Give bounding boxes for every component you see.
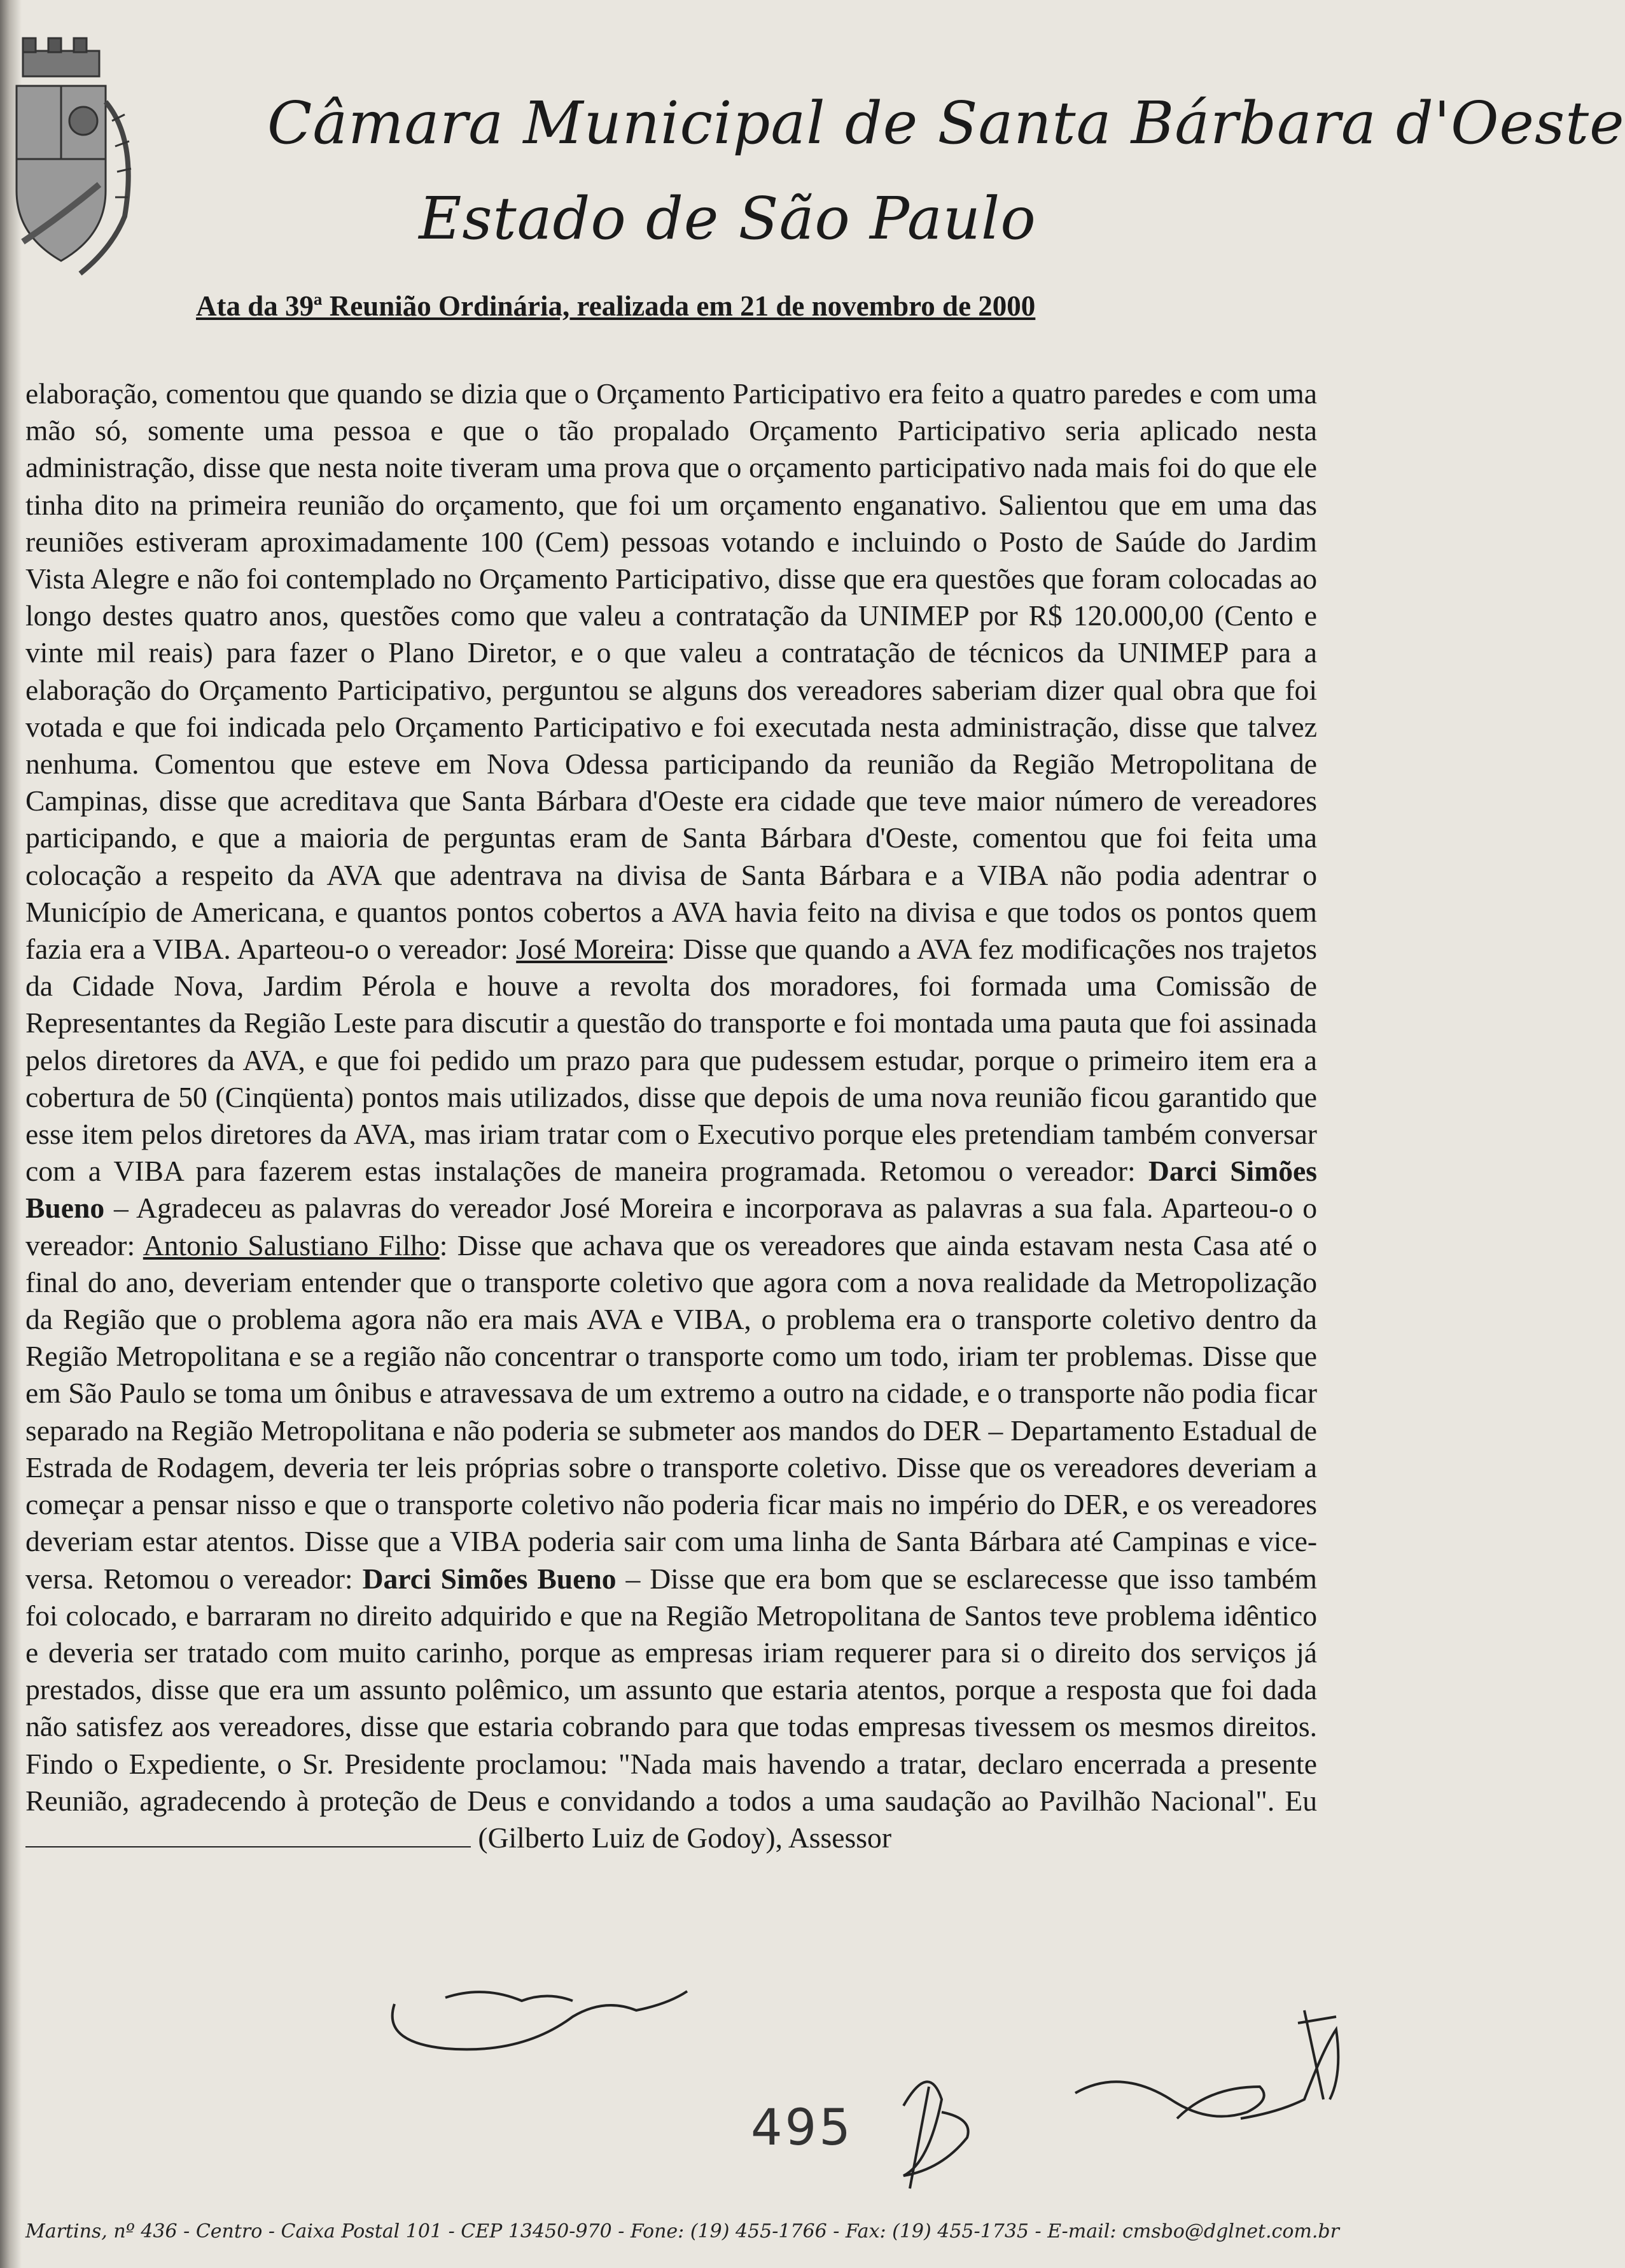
initials-signature [903,2082,968,2176]
president-signature [1075,2082,1264,2118]
speaker-name: Darci Simões Bueno [362,1562,617,1595]
speaker-name: Darci Simões Bueno [25,1155,1317,1225]
page-number: 495 [751,2099,853,2157]
speaker-name: José Moreira [516,933,667,966]
speaker-name: Antonio Salustiano Filho [143,1228,440,1262]
letterhead-state: Estado de São Paulo [419,184,1036,253]
letterhead-institution: Câmara Municipal de Santa Bárbara d'Oeste [267,89,1625,157]
body-text-segment: : Disse que achava que os vereadores que ainda estavam nesta Casa até o final do ano, deveriam entender que o transporte coletivo que agora com a nova realidade da Metropolização da Região que o problema agora não era mais AVA e VIBA, o problema era o transporte coletivo dentro da Região Metropolitana e se a região não concentrar o transporte como um todo, iriam ter problemas. Disse que em São Paulo se toma um ônibus e atravessava de um extremo a outro na cidade, e o transporte não podia ficar separado na Região Metropolitana e não poderia se submeter aos mandos do DER – Departamento Estadual de Estrada de Rodagem, deveria ter leis próprias sobre o transporte coletivo. Disse que os vereadores deveriam a começar a pensar nisso e que o transporte coletivo não poderia ficar mais no império do DER, e os vereadores deveriam estar atentos. Disse que a VIBA poderia sair com uma linha de Santa Bárbara até Campinas e vice-versa. Retomou o vereador: [25,1228,1317,1595]
body-text-segment: – Disse que era bom que se esclarecesse que isso também foi colocado, e barraram no direito adquirido e que na Região Metropolitana de Santos teve problema idêntico e deveria ser tratado com muito carinho, porque as empresas iriam requerer para si o direito dos serviços já prestados, disse que era um assunto polêmico, um assunto que estaria atentos, porque a resposta que foi dada não satisfez aos vereadores, disse que estaria cobrando para que todas empresas tivessem os mesmos direitos. Findo o Expediente, o Sr. Presidente proclamou: "Nada mais havendo a tratar, declaro encerrada a presente Reunião, agradecendo à proteção de Deus e convidando a todos a uma saudação ao Pavilhão Nacional". Eu [25,1562,1317,1817]
document-title: Ata da 39ª Reunião Ordinária, realizada em 21 de novembro de 2000 [196,290,1036,322]
body-text-segment: (Gilberto Luiz de Godoy), Assessor [471,1821,891,1854]
footer-address: Martins, nº 436 - Centro - Caixa Postal 101 - CEP 13450-970 - Fone: (19) 455-1766 - Fax: (19) 455-1735 - E-mail: cmsbo@dglnet.com.br [25,2220,1339,2243]
assessor-signature [393,1991,687,2049]
body-text-segment: elaboração, comentou que quando se dizia que o Orçamento Participativo era feito a quatro paredes e com uma mão só, somente uma pessoa e que o tão propalado Orçamento Participativo seria aplicado nesta administração, disse que nesta noite tiveram uma prova que o orçamento participativo nada mais foi do que ele tinha dito na primeira reunião do orçamento, que foi um orçamento enganativo. Salientou que em uma das reuniões estiveram aproximadamente 100 (Cem) pessoas votando e incluindo o Posto de Saúde do Jardim Vista Alegre e não foi contemplado no Orçamento Participativo, disse que era questões que foram colocadas ao longo destes quatro anos, questões como que valeu a contratação da UNIMEP por R$ 120.000,00 (Cento e vinte mil reais) para fazer o Plano Diretor, e o que valeu a contratação de técnicos da UNIMEP para a elaboração do Orçamento Participativo, perguntou se alguns dos vereadores saberiam dizer qual obra que foi votada e que foi indicada pelo Orçamento Participativo e foi executada nesta administração, disse que talvez nenhuma. Comentou que esteve em Nova Odessa participando da reunião da Região Metropolitana de Campinas, disse que acreditava que Santa Bárbara d'Oeste era cidade que teve maior número de vereadores participando, e que a maioria de perguntas eram de Santa Bárbara d'Oeste, comentou que foi feita uma colocação a respeito da AVA que adentrava na divisa de Santa Bárbara e a VIBA não podia adentrar o Município de Americana, e quantos pontos cobertos a AVA havia feito na divisa e que todos os pontos quem fazia era a VIBA. Aparteou-o o vereador: [25,377,1317,966]
body-text-segment: : Disse que quando a AVA fez modificações nos trajetos da Cidade Nova, Jardim Pérola e houve a revolta dos moradores, foi formada uma Comissão de Representantes da Região Leste para discutir a questão do transporte e foi montada uma pauta que foi assinada pelos diretores da AVA, e que foi pedido um prazo para que pudessem estudar, porque o primeiro item era a cobertura de 50 (Cinqüenta) pontos mais utilizados, disse que depois de uma nova reunião ficou garantido que esse item pelos diretores da AVA, mas iriam tratar com o Executivo porque eles pretendiam também conversar com a VIBA para fazerem estas instalações de maneira programada. Retomou o vereador: [25,933,1317,1188]
body-text-segment: – Agradeceu as palavras do vereador José Moreira e incorporava as palavras a sua fala. Aparteou-o o vereador: [25,1192,1317,1262]
